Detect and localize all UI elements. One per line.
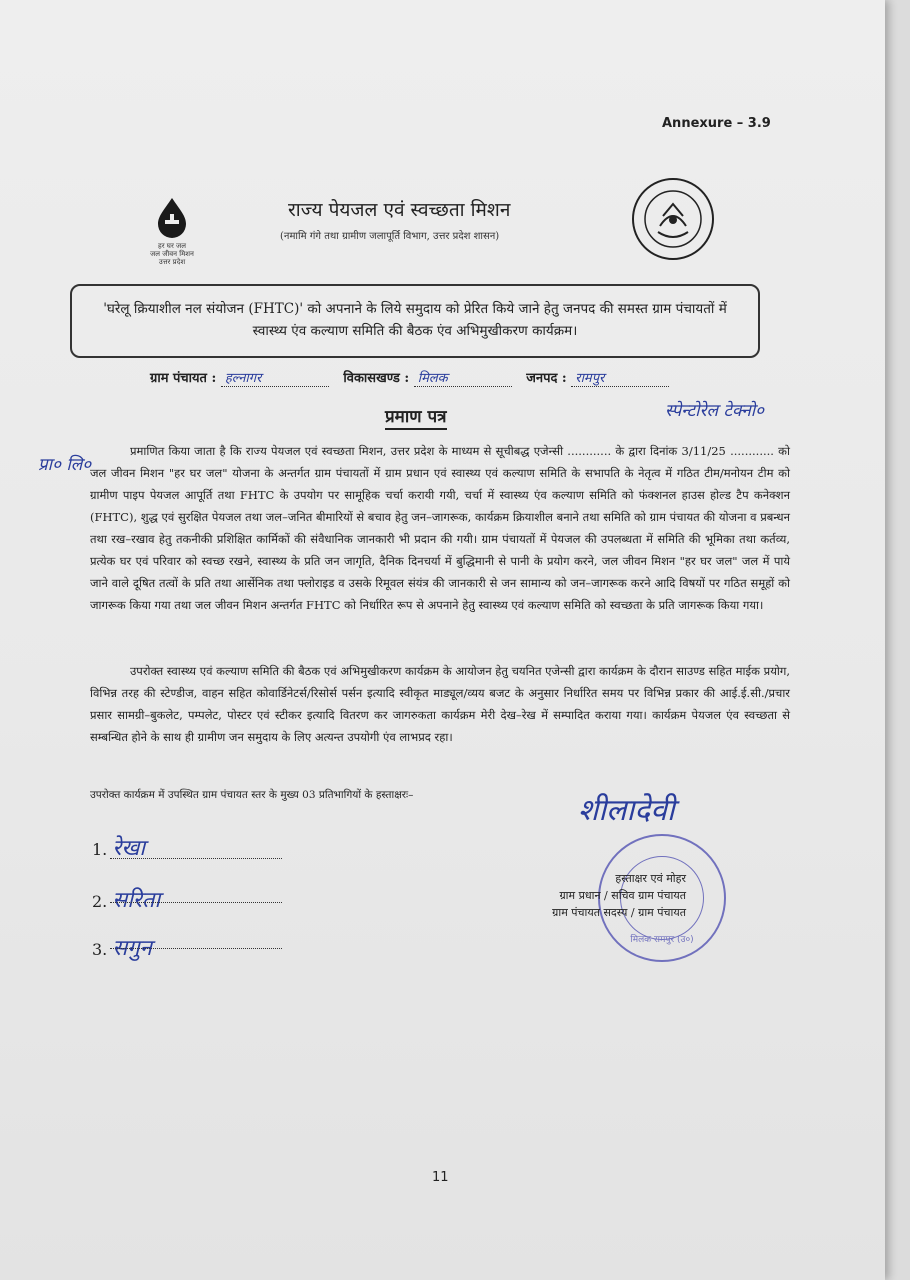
margin-handwritten-text: प्रा० लि०: [38, 455, 92, 475]
district-value: रामपुर: [571, 368, 669, 387]
signature-intro: उपरोक्त कार्यक्रम में उपस्थित ग्राम पंचायत स्तर के मुख्य 03 प्रतिभागियों के हस्ताक्षरः–: [90, 789, 414, 801]
certificate-paragraph-1: प्रमाणित किया जाता है कि राज्य पेयजल एवं स्वच्छता मिशन, उत्तर प्रदेश के माध्यम से सूचीबद्ध एजेन्सी ............ के द्वारा दिनांक 3/11/25 ............ को जल जीवन मिशन "हर घर जल" योजना के अन्तर्गत ग्राम पंचायतों में ग्राम प्रधान एवं स्वास्थ्य एवं कल्याण समिति के सभापति के नेतृत्व में गठित टीम/मनोयन टीम को ग्रामीण पाइप पेयजल आपूर्ति तथा FHTC के उपयोग पर सामूहिक चर्चा करायी गयी, चर्चा में स्वास्थ्य एंव कल्याण समिति को फंक्शनल हाउस होल्ड टैप कनेक्शन (FHTC), शुद्ध एवं सुरक्षित पेयजल तथा जल–जनित बीमारियों से बचाव हेतु जन–जागरूक, कार्यक्रम क्रियाशील बनाने तथा समिति को ग्राम पंचायत की योजना व प्रबन्धन तथा रख–रखाव हेतु तकनीकी प्रशिक्षित कार्मिकों की संवैधानिक जानकारी भी प्रदान की गयी। ग्राम पंचायतों में पेयजल की उपलब्धता में समिति की भूमिका तथा कर्तव्य, प्रत्येक घर एवं परिवार को स्वच्छ रखने, स्वास्थ्य के प्रति जन जागृति, दैनिक दिनचर्या में बुद्धिमानी से पानी के प्रयोग करने, जल जीवन मिशन "हर घर जल" जल में पाये जाने वाले दूषित तत्वों के प्रति तथा आर्सेनिक तथा फ्लोराइड व उसके रिमूवल संयंत्र की जानकारी से जन सामान्य को जन–जागरूक करने आदि विषयों पर गठित समूहों को जागरूक किया गया तथा जल जीवन मिशन अन्तर्गत FHTC को निर्धारित रूप से अपनाने हेतु स्वास्थ्य एवं कल्याण समिति को स्वच्छता के प्रति जागरूक किया गया।: [90, 444, 790, 612]
signatory-number: 1.: [92, 840, 108, 859]
programme-title: 'घरेलू क्रियाशील नल संयोजन (FHTC)' को अपनाने के लिये समुदाय को प्रेरित किये जाने हेतु जनपद की समस्त ग्राम पंचायतों में स्वास्थ्य एंव कल्याण समिति की बैठक एंव अभिमुखीकरण कार्यक्रम।: [103, 301, 727, 339]
signatory-name: सरिता: [112, 888, 161, 913]
org-title: राज्य पेयजल एवं स्वच्छता मिशन: [288, 199, 511, 221]
programme-title-box: [70, 284, 760, 358]
signature-line: [110, 844, 282, 859]
agency-name-handwritten: स्पेन्टोरेल टेक्नो०: [665, 401, 765, 421]
signature-line: [110, 934, 282, 949]
official-line-1: हस्ताक्षर एवं मोहर: [615, 872, 686, 885]
official-designation: [516, 870, 686, 921]
signatory-number: 3.: [92, 940, 108, 959]
signatory-number: 2.: [92, 892, 108, 911]
org-subtitle: (नमामि गंगे तथा ग्रामीण जलापूर्ति विभाग, उत्तर प्रदेश शासन): [280, 231, 500, 242]
official-line-2: ग्राम प्रधान / सचिव ग्राम पंचायत: [559, 889, 686, 902]
certificate-paragraph-2: उपरोक्त स्वास्थ्य एवं कल्याण समिति की बैठक एवं अभिमुखीकरण कार्यक्रम के आयोजन हेतु चयनित एजेन्सी द्वारा कार्यक्रम के दौरान साउण्ड सहित माईक प्रयोग, विभिन्न तरह की स्टेण्डीज, वाहन सहित कोवार्डिनेटर्स/रिसोर्स पर्सन इत्यादि स्वीकृत माड्यूल/व्यय बजट के अनुसार निर्धारित समय पर विभिन्न प्रकार की आई.ई.सी./प्रचार प्रसार सामग्री–बुकलेट, पम्पलेट, पोस्टर एवं स्टीकर इत्यादि वितरण कर जागरुकता कार्यक्रम मेरी देख–रेख में सम्पादित कराया गया। कार्यक्रम पेयजल एंव स्वच्छता से सम्बन्धित होने के साथ ही ग्रामीण जन समुदाय के लिए अत्यन्त उपयोगी एंव लाभप्रद रहा।: [90, 664, 790, 744]
logo-caption-1: हर घर जल: [158, 242, 186, 250]
location-row: [150, 368, 679, 387]
annexure-label: Annexure – 3.9: [662, 116, 771, 131]
logo-caption-2: जल जीवन मिशन: [150, 250, 194, 258]
signature-line: [110, 888, 282, 903]
block-value: मिलक: [414, 368, 512, 387]
certificate-title: प्रमाण पत्र: [385, 404, 447, 430]
block-label: विकासखण्ड :: [343, 371, 410, 386]
up-government-seal-icon: [630, 176, 716, 262]
pradhan-signature: शीलादेवी: [578, 793, 675, 828]
page-number: 11: [432, 1170, 449, 1185]
gram-panchayat-label: ग्राम पंचायत :: [150, 371, 217, 386]
gram-panchayat-value: हल्नागर: [221, 368, 329, 387]
logo-caption-3: उत्तर प्रदेश: [158, 258, 186, 266]
water-drop-icon: [152, 196, 192, 238]
signatory-name: सगुन: [112, 936, 152, 961]
signatory-name: रेखा: [112, 836, 146, 861]
official-line-3: ग्राम पंचायत सदस्य / ग्राम पंचायत: [552, 906, 686, 919]
district-label: जनपद :: [526, 371, 567, 386]
har-ghar-jal-logo: [140, 196, 204, 266]
stamp-text: मिलक रामपुर (उ०): [630, 935, 694, 945]
